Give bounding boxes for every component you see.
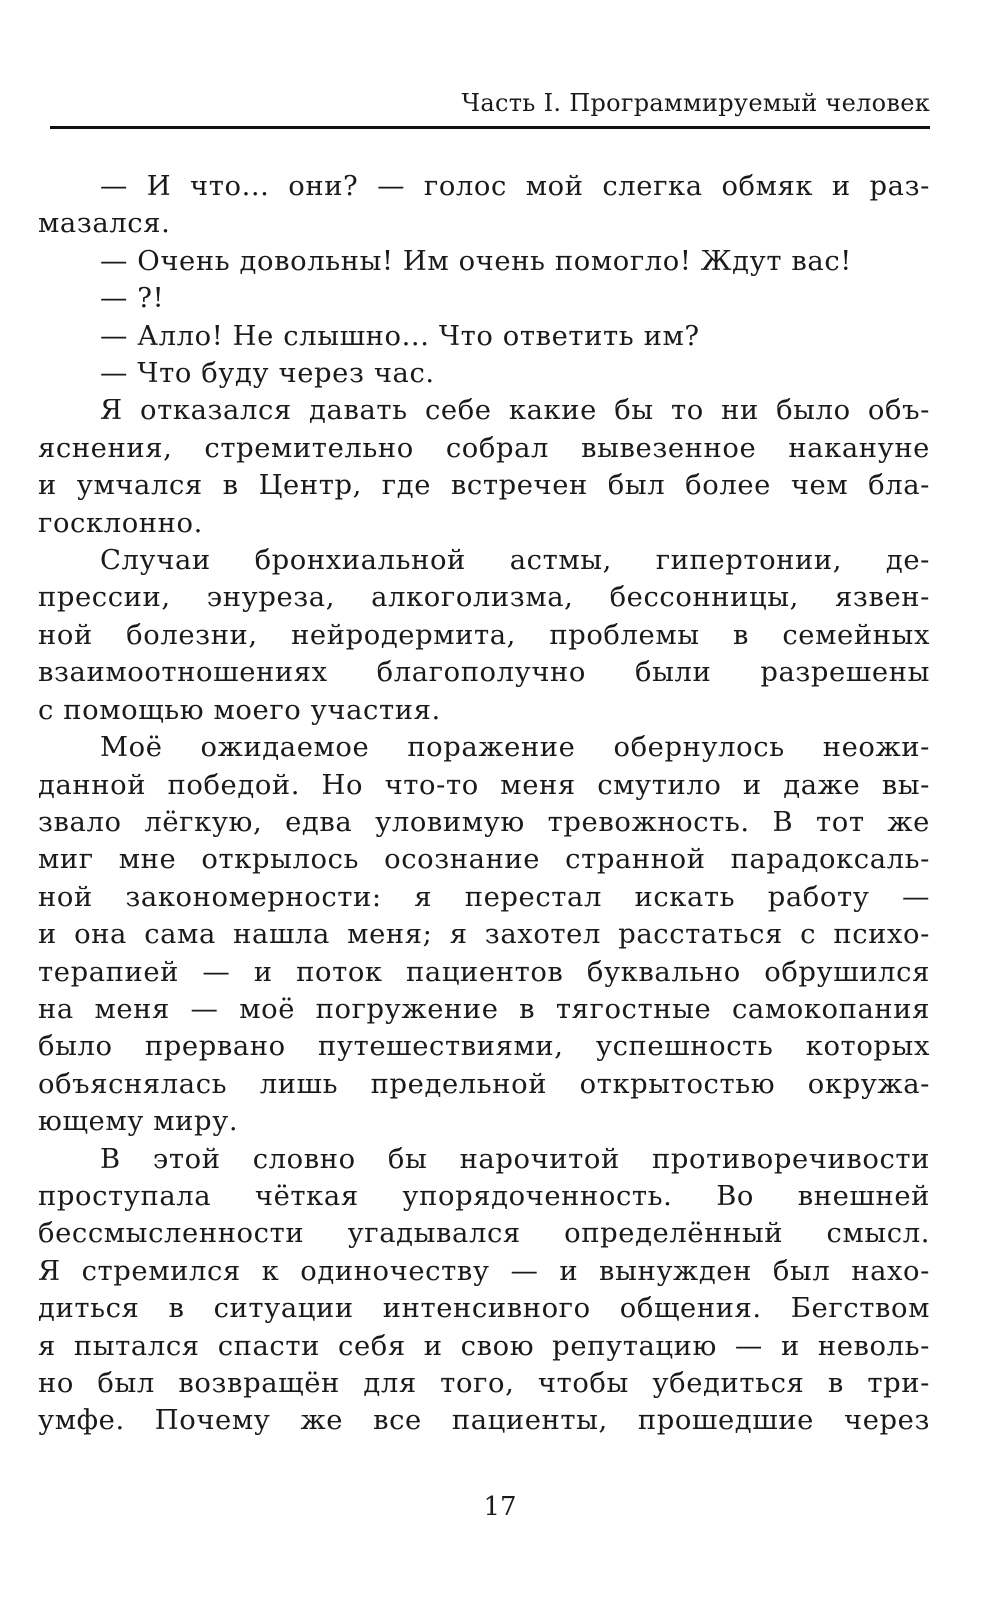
text-line: яснения, стремительно собрал вывезенное накануне [38,432,930,464]
paragraph-dialogue-question [38,168,930,243]
text-line: мазался. [38,208,171,240]
text-line: терапией — и поток пациентов буквально обрушился [38,956,930,988]
text-line: — Что буду через час. [100,358,435,390]
text-line: взаимоотношениях благополучно были разрешены [38,657,930,689]
text-line: Моё ожидаемое поражение обернулось неожи- [100,732,930,764]
text-line: Я стремился к одиночеству — и вынужден был нахо- [38,1255,930,1287]
text-line: ной закономерности: я перестал искать работу — [38,881,930,913]
header-rule [50,126,930,129]
text-line: но был возвращён для того, чтобы убедиться в три- [38,1368,930,1399]
text-line: В этой словно бы нарочитой противоречивости [100,1143,930,1175]
text-line: данной победой. Но что-то меня смутило и даже вы- [38,769,930,801]
text-line: госклонно. [38,507,203,539]
running-header: Часть I. Программируемый человек [461,89,930,117]
paragraph-contradiction [38,1141,930,1440]
text-line: — Очень довольны! Им очень помогло! Ждут вас! [100,245,852,277]
page-number: 17 [483,1492,517,1522]
text-line: с помощью моего участия. [38,694,441,726]
text-line: — Алло! Не слышно... Что ответить им? [100,320,700,352]
text-line: я пытался спасти себя и свою репутацию — и неволь- [38,1330,930,1362]
text-line: и она сама нашла меня; я захотел расстаться с психо- [38,919,930,951]
paragraph-dialogue-hello [38,318,930,355]
paragraph-dialogue-answer [38,355,930,392]
text-line: Случаи бронхиальной астмы, гипертонии, де- [100,545,930,577]
paragraph-dialogue-reply [38,243,930,280]
text-line: — И что... они? — голос мой слегка обмяк и раз- [100,171,930,202]
text-line: ной болезни, нейродермита, проблемы в семейных [38,619,930,651]
text-line: проступала чёткая упорядоченность. Во внешней [38,1180,930,1212]
paragraph-refusal [38,392,930,542]
text-line: Я отказался давать себе какие бы то ни было объ- [100,395,930,427]
page-body [38,168,930,1440]
text-line: ющему миру. [38,1106,239,1138]
paragraph-defeat-victory [38,729,930,1140]
paragraph-dialogue-exclaim [38,280,930,317]
text-line: умфе. Почему же все пациенты, прошедшие через [38,1405,930,1437]
text-line: миг мне открылось осознание странной парадоксаль- [38,844,930,876]
text-line: прессии, энуреза, алкоголизма, бессонницы, язвен- [38,582,930,614]
text-line: диться в ситуации интенсивного общения. Бегством [38,1293,930,1325]
text-line: и умчался в Центр, где встречен был более чем бла- [38,470,930,502]
paragraph-cases [38,542,930,729]
text-line: — ?! [100,283,165,315]
text-line: бессмысленности угадывался определённый смысл. [38,1218,930,1250]
text-line: объяснялась лишь предельной открытостью окружа- [38,1068,930,1100]
text-line: на меня — моё погружение в тягостные самокопания [38,993,930,1025]
text-line: было прервано путешествиями, успешность которых [38,1031,930,1063]
text-line: звало лёгкую, едва уловимую тревожность. В тот же [38,806,930,838]
